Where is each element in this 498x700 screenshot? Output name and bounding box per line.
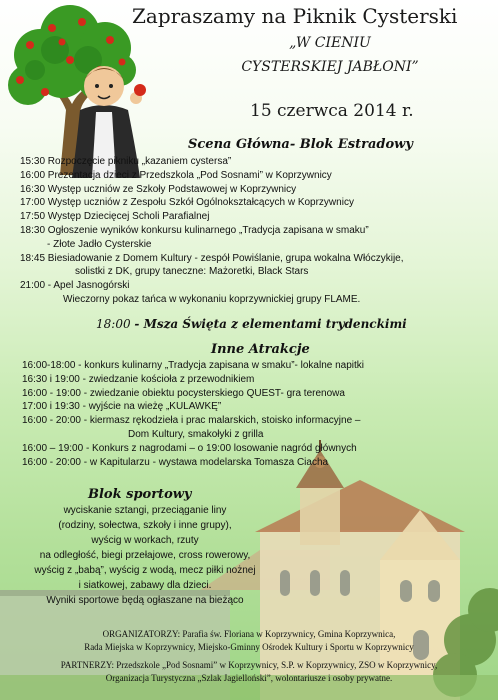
attraction-line: 16:00 - 20:00 - kiermasz rękodzieła i prac malarskich, stoisko informacyjne – [22, 415, 361, 427]
attraction-line: 16:00 - 20:00 - w Kapitularzu - wystawa modelarska Tomasza Ciacha [22, 456, 329, 468]
organizers-line: Rada Miejska w Koprzywnicy, Miejsko-Gminny Ośrodek Kultury i Sportu w Koprzywnicy [84, 641, 414, 652]
organizers-line: ORGANIZATORZY: Parafia św. Floriana w Koprzywnicy, Gmina Koprzywnica, [102, 629, 396, 639]
partners [0, 659, 498, 684]
sport-line: (rodziny, sołectwa, szkoły i inne grupy), [58, 520, 232, 531]
mass-time: 18:00 [96, 317, 131, 331]
schedule-line: 17:50 Występ Dziecięcej Scholi Parafialnej [20, 211, 210, 223]
sport-line: wyścig w workach, rzuty [91, 535, 199, 546]
partners-line: PARTNERZY: Przedszkole „Pod Sosnami” w Koprzywnicy, S.P. w Koprzywnicy, ZSO w Koprzywnicy, [60, 660, 438, 670]
sport-heading: Blok sportowy [88, 487, 192, 502]
sport-line: i siatkowej, zabawy dla dzieci. [78, 580, 212, 591]
sport-activities [0, 503, 290, 608]
attraction-line: 17:00 i 19:30 - wyjście na wieżę „KULAWKĘ” [22, 401, 222, 413]
subtitle-line-1: „W CIENIU [289, 35, 371, 51]
sport-line: Wyniki sportowe będą ogłaszane na bieżąco [46, 595, 244, 606]
schedule-line: 17:00 Występ uczniów z Zespołu Szkół Ogólnokształcących w Koprzywnicy [20, 197, 354, 209]
schedule-line: 16:00 Prezentacja dzieci z Przedszkola „Pod Sosnami” w Koprzywnicy [20, 169, 332, 181]
sport-line: na odległość, biegi przełajowe, cross rowerowy, [39, 550, 251, 561]
organizers [0, 628, 498, 653]
event-date: 15 czerwca 2014 r. [250, 101, 414, 121]
attraction-line: 16:00 – 19:00 - Konkurs z nagrodami – o 19:00 losowanie nagród głównych [22, 442, 357, 454]
main-stage-heading: Scena Główna- Blok Estradowy [188, 137, 413, 152]
attraction-line: Dom Kultury, smakołyki z grilla [128, 428, 264, 440]
schedule-line: Wieczorny pokaz tańca w wykonaniu koprzywnickiej grupy FLAME. [63, 293, 361, 305]
attraction-line: 16:00 - 19:00 - zwiedzanie obiektu pocysterskiego QUEST- gra terenowa [22, 387, 345, 399]
attraction-line: 16:30 i 19:00 - zwiedzanie kościoła z przewodnikiem [22, 373, 255, 385]
schedule-line: 18:45 Biesiadowanie z Domem Kultury - zespół Powiślanie, grupa wokalna Włóczykije, [20, 252, 404, 264]
attraction-line: 16:00-18:00 - konkurs kulinarny „Tradycja zapisana w smaku”- lokalne napitki [22, 360, 365, 371]
poster-title: Zapraszamy na Piknik Cysterski [132, 4, 458, 28]
schedule-line: solistki z DK, grupy taneczne: Mażoretki, Black Stars [75, 266, 309, 278]
main-stage-schedule [20, 155, 404, 307]
schedule-line: 16:30 Występ uczniów ze Szkoły Podstawowej w Koprzywnicy [20, 183, 297, 195]
sport-line: wyciskanie sztangi, przeciąganie liny [63, 505, 227, 516]
sport-line: wyścig z „babą”, wyścig z wodą, mecz piłki nożnej [34, 565, 256, 576]
schedule-line: 18:30 Ogłoszenie wyników konkursu kulinarnego „Tradycja zapisana w smaku” [20, 224, 369, 236]
schedule-line: - Złote Jadło Cysterskie [47, 238, 152, 250]
mass-announcement [96, 317, 407, 331]
schedule-line: 21:00 - Apel Jasnogórski [20, 280, 130, 292]
partners-line: Organizacja Turystyczna „Szlak Jagielloński”, wolontariusze i osoby prywatne. [105, 672, 393, 683]
schedule-line: 15:30 Rozpoczęcie pikniku „kazaniem cystersa” [20, 156, 232, 167]
other-attractions-heading: Inne Atrakcje [211, 342, 310, 357]
other-attractions-list [22, 359, 364, 469]
subtitle-line-2: CYSTERSKIEJ JABŁONI” [241, 59, 419, 75]
mass-text: - Msza Święta z elementami trydenckimi [134, 317, 407, 331]
